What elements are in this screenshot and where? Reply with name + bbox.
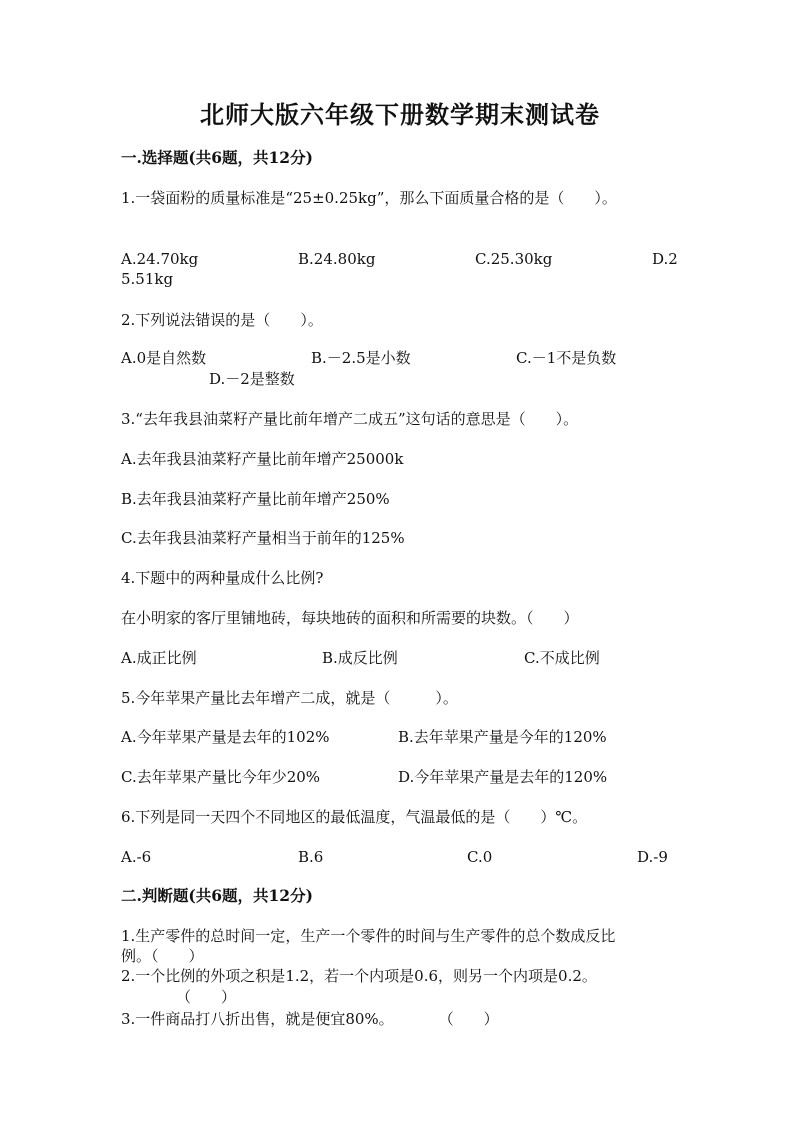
q3-option-c: C.去年我县油菜籽产量相当于前年的125% bbox=[121, 529, 405, 547]
q1-option-c: C.25.30kg bbox=[475, 250, 553, 268]
q6-option-b: B.6 bbox=[298, 848, 324, 866]
q4-option-b: B.成反比例 bbox=[322, 649, 398, 667]
q6-option-d: D.-9 bbox=[637, 848, 668, 866]
q1-option-d-wrap: 5.51kg bbox=[121, 270, 174, 288]
q6-option-c: C.0 bbox=[467, 848, 493, 866]
q2-option-a: A.0是自然数 bbox=[121, 349, 207, 367]
q4-option-c: C.不成比例 bbox=[524, 649, 600, 667]
q5-option-b: B.去年苹果产量是今年的120% bbox=[398, 728, 607, 746]
q3-option-a: A.去年我县油菜籽产量比前年增产25000k bbox=[121, 450, 404, 468]
q1-option-b: B.24.80kg bbox=[298, 250, 376, 268]
q5-option-d: D.今年苹果产量是去年的120% bbox=[398, 768, 608, 786]
question-3: 3.“去年我县油菜籽产量比前年增产二成五”这句话的意思是（ ）。 bbox=[121, 410, 579, 428]
judgment-1-line-1: 1.生产零件的总时间一定，生产一个零件的时间与生产零件的总个数成反比 bbox=[121, 927, 616, 945]
question-1: 1.一袋面粉的质量标准是“25±0.25kg”，那么下面质量合格的是（ ）。 bbox=[121, 189, 617, 207]
judgment-2-line-2: （ ） bbox=[176, 988, 237, 1006]
judgment-3: 3.一件商品打八折出售，就是便宜80%。 （ ） bbox=[121, 1010, 499, 1028]
q2-option-c: C.－1不是负数 bbox=[516, 349, 617, 367]
question-6: 6.下列是同一天四个不同地区的最低温度，气温最低的是（ ）℃。 bbox=[121, 808, 588, 826]
q5-option-a: A.今年苹果产量是去年的102% bbox=[121, 728, 330, 746]
q5-option-c: C.去年苹果产量比今年少20% bbox=[121, 768, 321, 786]
q2-option-b: B.－2.5是小数 bbox=[311, 349, 411, 367]
page-title: 北师大版六年级下册数学期末测试卷 bbox=[200, 100, 600, 129]
q2-option-d: D.－2是整数 bbox=[209, 370, 295, 388]
q4-option-a: A.成正比例 bbox=[121, 649, 197, 667]
section-heading-choice: 一.选择题(共6题，共12分) bbox=[121, 148, 313, 167]
q1-option-a: A.24.70kg bbox=[121, 250, 199, 268]
judgment-1-line-2: 例。（ ） bbox=[121, 947, 204, 965]
q6-option-a: A.-6 bbox=[121, 848, 152, 866]
q1-option-d: D.2 bbox=[652, 250, 678, 268]
question-2: 2.下列说法错误的是（ ）。 bbox=[121, 311, 323, 329]
section-heading-judgment: 二.判断题(共6题，共12分) bbox=[121, 886, 313, 905]
question-4-detail: 在小明家的客厅里铺地砖，每块地砖的面积和所需要的块数。（ ） bbox=[121, 609, 579, 627]
q3-option-b: B.去年我县油菜籽产量比前年增产250% bbox=[121, 490, 390, 508]
question-4: 4.下题中的两种量成什么比例? bbox=[121, 569, 324, 587]
judgment-2-line-1: 2.一个比例的外项之积是1.2，若一个内项是0.6，则另一个内项是0.2。 bbox=[121, 967, 597, 985]
question-5: 5.今年苹果产量比去年增产二成，就是（ ）。 bbox=[121, 689, 458, 707]
